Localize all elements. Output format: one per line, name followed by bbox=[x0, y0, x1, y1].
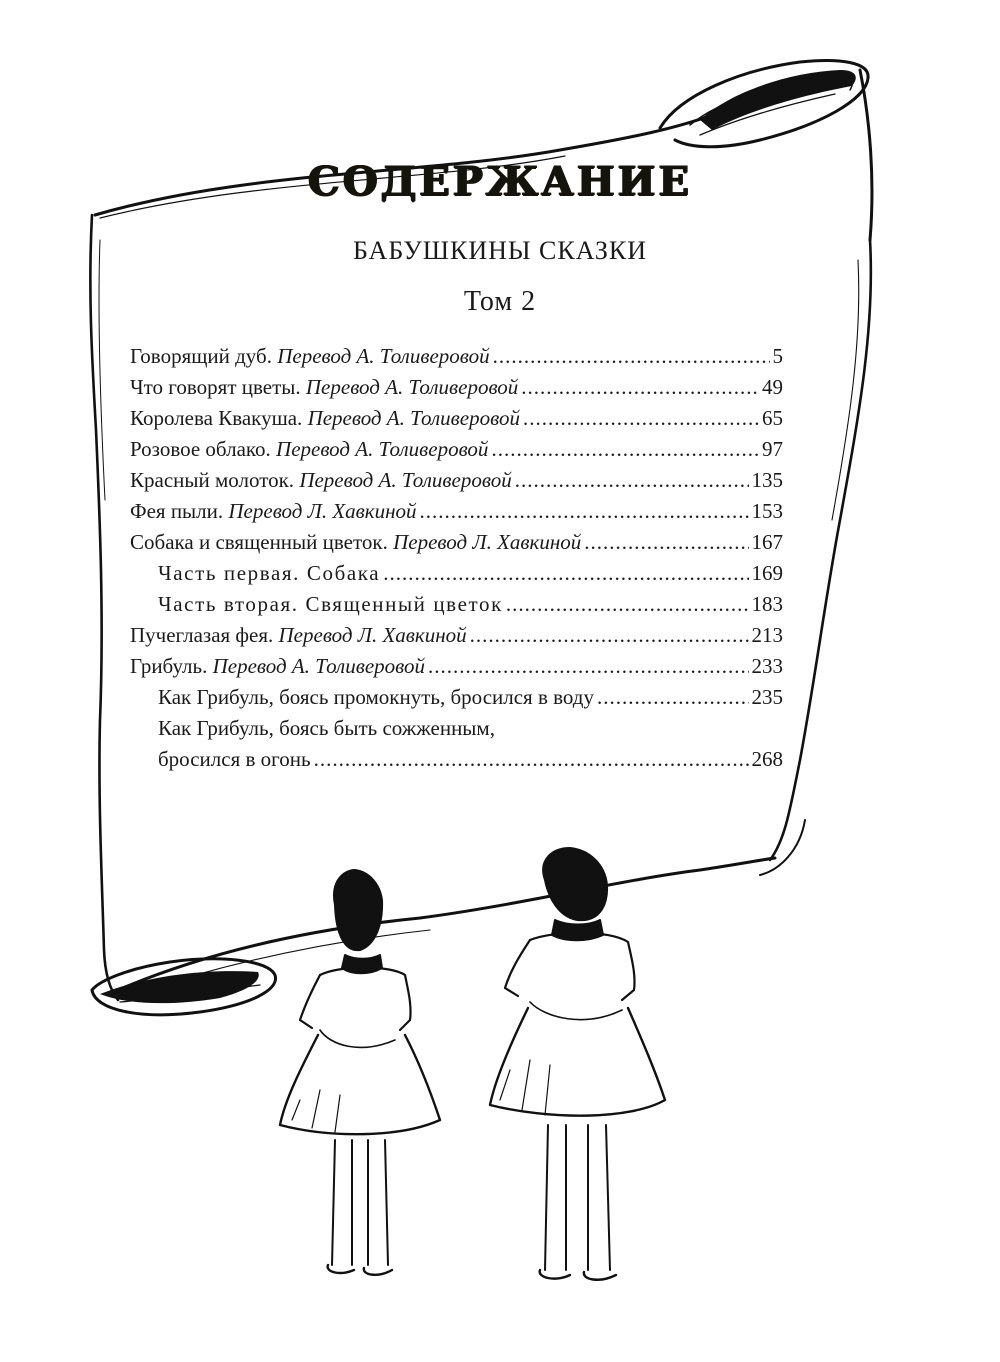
toc-entry-page: 167 bbox=[751, 530, 783, 554]
toc-entry[interactable] bbox=[130, 434, 783, 465]
toc-entry-page: 183 bbox=[751, 592, 783, 616]
toc-subentry-first-line[interactable] bbox=[130, 713, 783, 744]
toc-entry-translator: Перевод Л. Хавкиной bbox=[228, 499, 417, 523]
toc-entry-translator: Перевод А. Толиверовой bbox=[277, 344, 490, 368]
toc-entry-title: Часть первая. Собака bbox=[158, 561, 381, 585]
toc-entry-page: 135 bbox=[751, 468, 783, 492]
toc-entry[interactable] bbox=[130, 620, 783, 651]
page-title: СОДЕРЖАНИЕ bbox=[308, 158, 692, 205]
toc-entry-page: 5 bbox=[772, 344, 783, 368]
toc-entry-page: 213 bbox=[751, 623, 783, 647]
toc-entry-page: 268 bbox=[751, 747, 783, 771]
toc-entry-title: Розовое облако. bbox=[130, 437, 271, 461]
toc-entry-page: 49 bbox=[762, 375, 783, 399]
toc-entry[interactable] bbox=[130, 651, 783, 682]
toc-entry-title: Говорящий дуб. bbox=[130, 344, 272, 368]
toc-entry[interactable] bbox=[130, 527, 783, 558]
leader-dots bbox=[597, 682, 749, 713]
toc-entry-translator: Перевод Л. Хавкиной bbox=[393, 530, 582, 554]
toc-entry-title: Фея пыли. bbox=[130, 499, 224, 523]
leader-dots bbox=[515, 465, 749, 496]
toc-subentry[interactable] bbox=[130, 589, 783, 620]
leader-dots bbox=[523, 403, 759, 434]
leader-dots bbox=[420, 496, 749, 527]
toc-subentry[interactable] bbox=[130, 558, 783, 589]
toc-entry-title-continuation: бросился в огонь bbox=[158, 747, 311, 771]
toc-entry-page: 153 bbox=[751, 499, 783, 523]
toc-entry-title: Королева Квакуша. bbox=[130, 406, 303, 430]
toc-entry[interactable] bbox=[130, 372, 783, 403]
toc-subentry[interactable] bbox=[130, 682, 783, 713]
leader-dots bbox=[383, 558, 748, 589]
toc-entry-translator: Перевод А. Толиверовой bbox=[299, 468, 512, 492]
toc-subentry-continuation[interactable] bbox=[130, 744, 783, 775]
toc-entry[interactable] bbox=[130, 403, 783, 434]
toc-entry-title: Собака и священный цветок. bbox=[130, 530, 388, 554]
toc-entry-title: Как Грибуль, боясь быть сожженным, bbox=[158, 716, 495, 740]
toc-entry-translator: Перевод Л. Хавкиной bbox=[278, 623, 467, 647]
leader-dots bbox=[521, 372, 759, 403]
toc-entry-page: 97 bbox=[762, 437, 783, 461]
leader-dots bbox=[493, 341, 770, 372]
table-of-contents bbox=[130, 341, 783, 775]
toc-entry-title: Пучеглазая фея. bbox=[130, 623, 274, 647]
toc-entry-translator: Перевод А. Толиверовой bbox=[276, 437, 489, 461]
toc-entry-title: Грибуль. bbox=[130, 654, 208, 678]
book-title: БАБУШКИНЫ СКАЗКИ bbox=[352, 236, 648, 265]
toc-entry-page: 169 bbox=[751, 561, 783, 585]
toc-entry-page: 235 bbox=[751, 685, 783, 709]
leader-dots bbox=[428, 651, 749, 682]
toc-entry-title: Что говорят цветы. bbox=[130, 375, 301, 399]
toc-entry[interactable] bbox=[130, 496, 783, 527]
leader-dots bbox=[491, 434, 759, 465]
toc-entry-title: Часть вторая. Священный цветок bbox=[158, 592, 503, 616]
toc-entry-translator: Перевод А. Толиверовой bbox=[305, 375, 519, 399]
toc-entry-translator: Перевод А. Толиверовой bbox=[212, 654, 425, 678]
toc-entry-page: 65 bbox=[762, 406, 783, 430]
leader-dots bbox=[314, 744, 749, 775]
toc-entry-page: 233 bbox=[751, 654, 783, 678]
leader-dots bbox=[584, 527, 748, 558]
volume-label: Том 2 bbox=[463, 286, 537, 317]
toc-entry-translator: Перевод А. Толиверовой bbox=[307, 406, 520, 430]
toc-entry[interactable] bbox=[130, 465, 783, 496]
toc-entry[interactable] bbox=[130, 341, 783, 372]
leader-dots bbox=[470, 620, 749, 651]
toc-entry-title: Как Грибуль, боясь промокнуть, бросился в воду bbox=[158, 685, 594, 709]
leader-dots bbox=[506, 589, 749, 620]
toc-entry-title: Красный молоток. bbox=[130, 468, 295, 492]
